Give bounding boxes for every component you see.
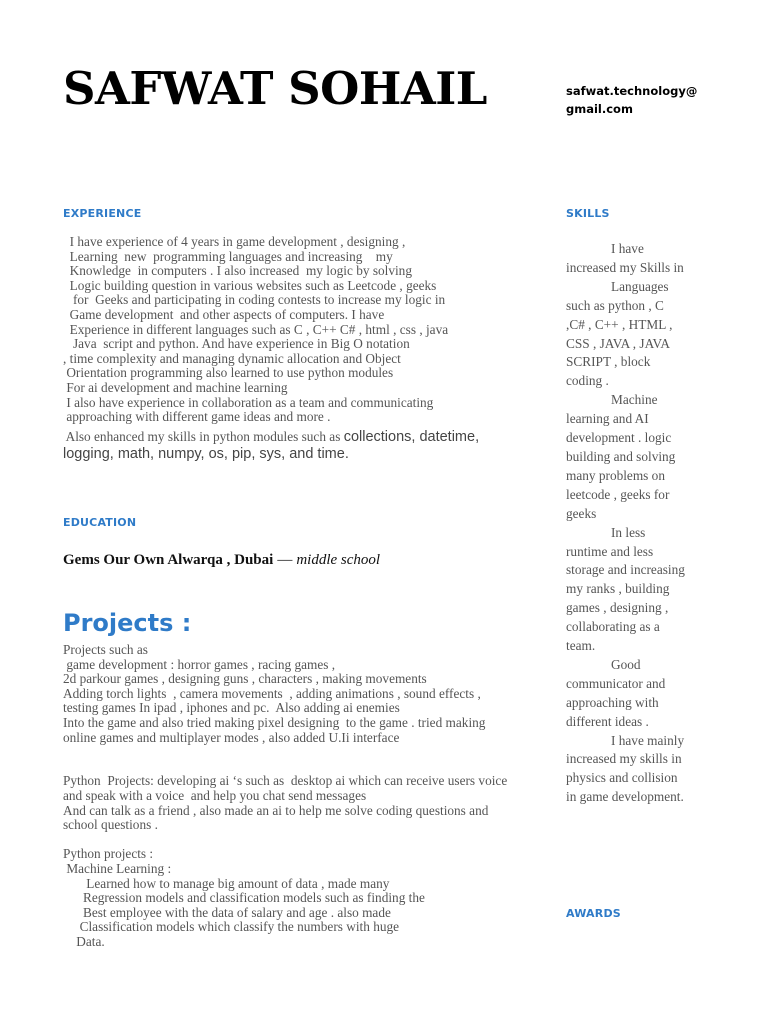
project-line: game development : horror games , racing games , [63,656,336,672]
awards-heading: AWARDS [566,907,621,920]
project-line: Learned how to manage big amount of data , made many [63,875,390,891]
resume-name: SAFWAT SOHAIL [63,62,487,115]
modules-list: collections, datetime, logging, math, numpy, os, pip, sys, and time. [63,428,480,462]
project-line: Python Projects: developing ai ‘s such as desktop ai which can receive users voice [63,773,508,789]
projects-section [63,643,533,949]
education-level: middle school [296,552,381,568]
email-line-1: safwat.technology@ [566,84,698,98]
experience-line: Game development and other aspects of computers. I have [63,306,385,322]
skills-paragraph: I have mainly increased my skills in physics and collision in game development. [566,732,685,805]
skills-paragraph: In less runtime and less storage and increasing my ranks , building games , designing , collaborating as a team. [566,524,685,654]
projects-heading: Projects : [63,609,192,637]
project-line: Classification models which classify the numbers with huge [63,919,400,935]
project-line: Regression models and classification models such as finding the [63,890,425,906]
project-line: Data. [63,933,105,949]
experience-line: Logic building question in various websites such as Leetcode , geeks [63,277,437,293]
skills-section [566,240,686,807]
experience-line: Learning new programming languages and increasing my [63,248,393,264]
project-line: Best employee with the data of salary and age . also made [63,904,391,920]
skills-paragraph: Languages such as python , C ,C# , C++ , HTML , CSS , JAVA , JAVA SCRIPT , block coding . [566,278,673,389]
project-line: Machine Learning : [63,860,172,876]
experience-line: approaching with different game ideas and more . [63,409,331,425]
experience-heading: EXPERIENCE [63,207,142,220]
project-line: testing games In ipad , iphones and pc. Also adding ai enemies [63,700,400,716]
skills-heading: SKILLS [566,207,610,220]
project-line: Adding torch lights , camera movements , adding animations , sound effects , [63,685,481,701]
skills-paragraph: Good communicator and approaching with different ideas . [566,656,666,729]
education-entry [63,552,380,569]
skills-paragraph: I have increased my Skills in [566,241,684,275]
project-line [63,833,533,848]
school-name: Gems Our Own Alwarqa , Dubai [63,552,274,568]
project-line: Python projects : [63,846,154,862]
experience-section [63,235,533,463]
contact-email[interactable] [566,82,706,118]
education-heading: EDUCATION [63,516,137,529]
project-line [63,760,533,775]
experience-line: I have experience of 4 years in game development , designing , [63,234,406,249]
experience-line: For ai development and machine learning [63,379,288,395]
project-line: 2d parkour games , designing guns , characters , making movements [63,671,427,687]
modules-prefix: Also enhanced my skills in python modules such as [63,428,344,444]
python-modules-paragraph [63,428,533,463]
experience-line: for Geeks and participating in coding contests to increase my logic in [63,292,446,308]
experience-line: , time complexity and managing dynamic allocation and Object [63,350,401,366]
project-line: school questions . [63,817,158,833]
project-line: And can talk as a friend , also made an ai to help me solve coding questions and [63,802,489,818]
experience-line: I also have experience in collaboration as a team and communicating [63,394,434,410]
project-line: Projects such as [63,642,148,657]
experience-line: Experience in different languages such as C , C++ C# , html , css , java [63,321,449,337]
project-line: and speak with a voice and help you chat send messages [63,787,367,803]
experience-line: Orientation programming also learned to use python modules [63,365,394,381]
experience-line: Java script and python. And have experience in Big O notation [63,336,410,352]
experience-line: Knowledge in computers . I also increased my logic by solving [63,263,412,279]
education-separator: — [277,552,293,568]
project-line: online games and multiplayer modes , also added U.Ii interface [63,729,400,745]
skills-paragraph: Machine learning and AI development . logic building and solving many problems on leetcode , geeks for geeks [566,392,676,521]
project-line [63,745,533,760]
email-line-2: gmail.com [566,102,633,116]
project-line: Into the game and also tried making pixel designing to the game . tried making [63,714,486,730]
